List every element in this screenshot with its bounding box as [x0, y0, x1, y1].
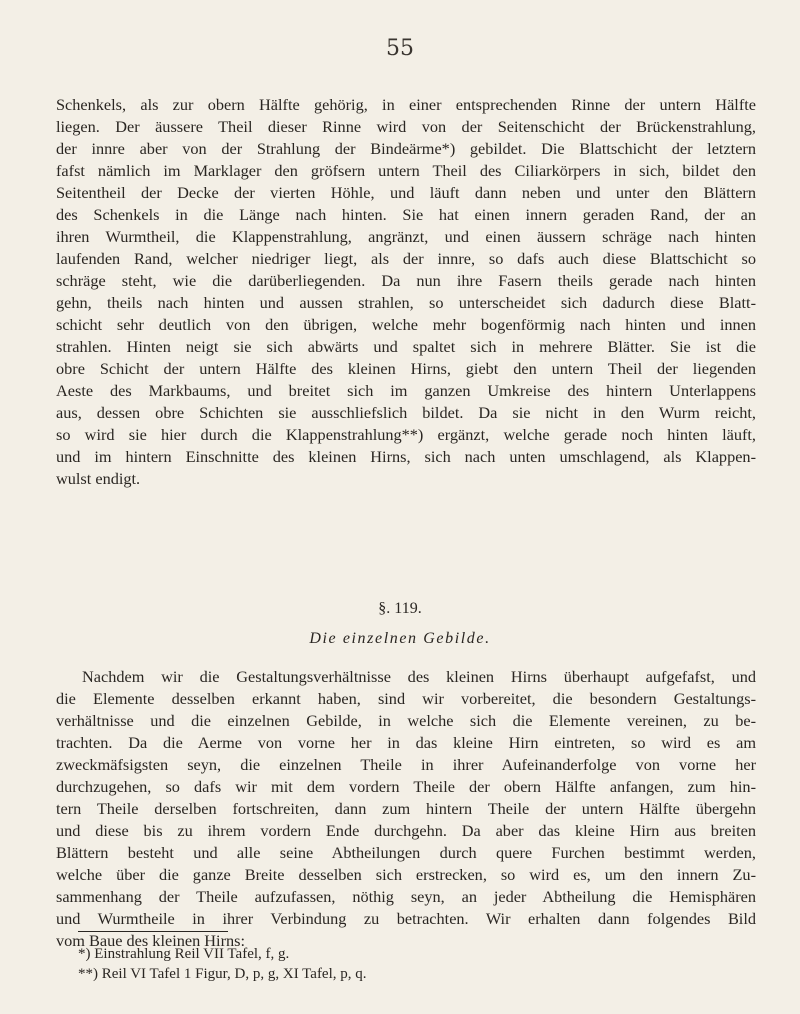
text-line: obre Schicht der untern Hälfte des kleinen Hirns, giebt den untern Theil der liegenden [56, 359, 756, 378]
text-line: schicht sehr deutlich von den übrigen, welche mehr bogenförmig nach hinten und innen [56, 315, 756, 334]
text-line: so wird sie hier durch die Klappenstrahlung**) ergänzt, welche gerade noch hinten läuft, [56, 425, 756, 444]
text-line: sammenhang der Theile aufzufassen, nöthig seyn, an jeder Abtheilung die Hemisphären [56, 887, 756, 906]
paragraph-2 [56, 666, 756, 952]
text-line: und im hintern Einschnitte des kleinen Hirns, sich nach unten umschlagend, als Klappen- [56, 447, 756, 466]
text-line: und diese bis zu ihrem vordern Ende durchgehn. Da aber das kleine Hirn aus breiten [56, 821, 756, 840]
footnote-divider [78, 931, 228, 932]
text-line: Seitentheil der Decke der vierten Höhle, und läuft dann neben und unter den Blättern [56, 183, 756, 202]
paragraph-1 [56, 94, 756, 490]
section-number: §. 119. [378, 600, 422, 617]
text-line: Nachdem wir die Gestaltungsverhältnisse des kleinen Hirns überhaupt aufgefafst, und [82, 667, 756, 686]
text-line: gehn, theils nach hinten und aussen strahlen, so unterscheidet sich dadurch diese Blatt- [56, 293, 756, 312]
text-line: wulst endigt. [56, 469, 141, 488]
text-line: Blättern besteht und alle seine Abtheilungen durch quere Furchen bestimmt werden, [56, 843, 756, 862]
footnote: **) Reil VI Tafel 1 Figur, D, p, g, XI Tafel, p, q. [78, 966, 367, 982]
text-line: der innre aber von der Strahlung der Bindeärme*) gebildet. Die Blattschicht der letztern [56, 139, 756, 158]
text-line: strahlen. Hinten neigt sie sich abwärts und spaltet sich in mehrere Blätter. Sie ist die [56, 337, 756, 356]
text-line: welche über die ganze Breite desselben sich erstrecken, so wird es, um den innern Zu- [56, 865, 756, 884]
footnotes [78, 944, 718, 984]
text-line: trachten. Da die Aerme von vorne her in das kleine Hirn eintreten, so wird es am [56, 733, 756, 752]
text-line: laufenden Rand, welcher niedriger liegt, als der innre, so dafs auch diese Blattschicht so [56, 249, 756, 268]
text-line: liegen. Der äussere Theil dieser Rinne wird von der Seitenschicht der Brückenstrahlung, [56, 117, 756, 136]
footnote: *) Einstrahlung Reil VII Tafel, f, g. [78, 946, 290, 962]
text-line: aus, dessen obre Schichten sie ausschliefslich bildet. Da sie nicht in den Wurm reicht, [56, 403, 756, 422]
text-line: ihren Wurmtheil, die Klappenstrahlung, angränzt, und einen äussern schräge nach hinten [56, 227, 756, 246]
text-line: durchzugehen, so dafs wir mit dem vordern Theile der obern Hälfte anfangen, zum hin- [56, 777, 756, 796]
text-line: Schenkels, als zur obern Hälfte gehörig, in einer entsprechenden Rinne der untern Hälfte [56, 95, 756, 114]
text-line: zweckmäfsigsten seyn, die einzelnen Theile in ihrer Aufeinanderfolge von vorne her [56, 755, 756, 774]
text-line: verhältnisse und die einzelnen Gebilde, in welche sich die Elemente vereinen, zu be- [56, 711, 756, 730]
text-line: des Schenkels in die Länge nach hinten. Sie hat einen innern geraden Rand, der an [56, 205, 756, 224]
text-line: Aeste des Markbaums, und breitet sich im ganzen Umkreise des hintern Unterlappens [56, 381, 756, 400]
text-line: vom Baue des kleinen Hirns: [56, 931, 246, 950]
text-line: schräge steht, wie die darüberliegenden. Da nun ihre Fasern theils gerade nach hinten [56, 271, 756, 290]
text-line: die Elemente desselben erkannt haben, sind wir vorbereitet, die besondern Gestaltungs- [56, 689, 756, 708]
text-line: fafst nämlich im Marklager den gröfsern untern Theil des Ciliarkörpers in sich, bildet den [56, 161, 756, 180]
page-number: 55 [386, 36, 414, 61]
text-line: und Wurmtheile in ihrer Verbindung zu betrachten. Wir erhalten dann folgendes Bild [56, 909, 756, 928]
section-title: Die einzelnen Gebilde. [309, 630, 491, 647]
text-line: tern Theile derselben fortschreiten, dann zum hintern Theile der untern Hälfte übergehn [56, 799, 756, 818]
